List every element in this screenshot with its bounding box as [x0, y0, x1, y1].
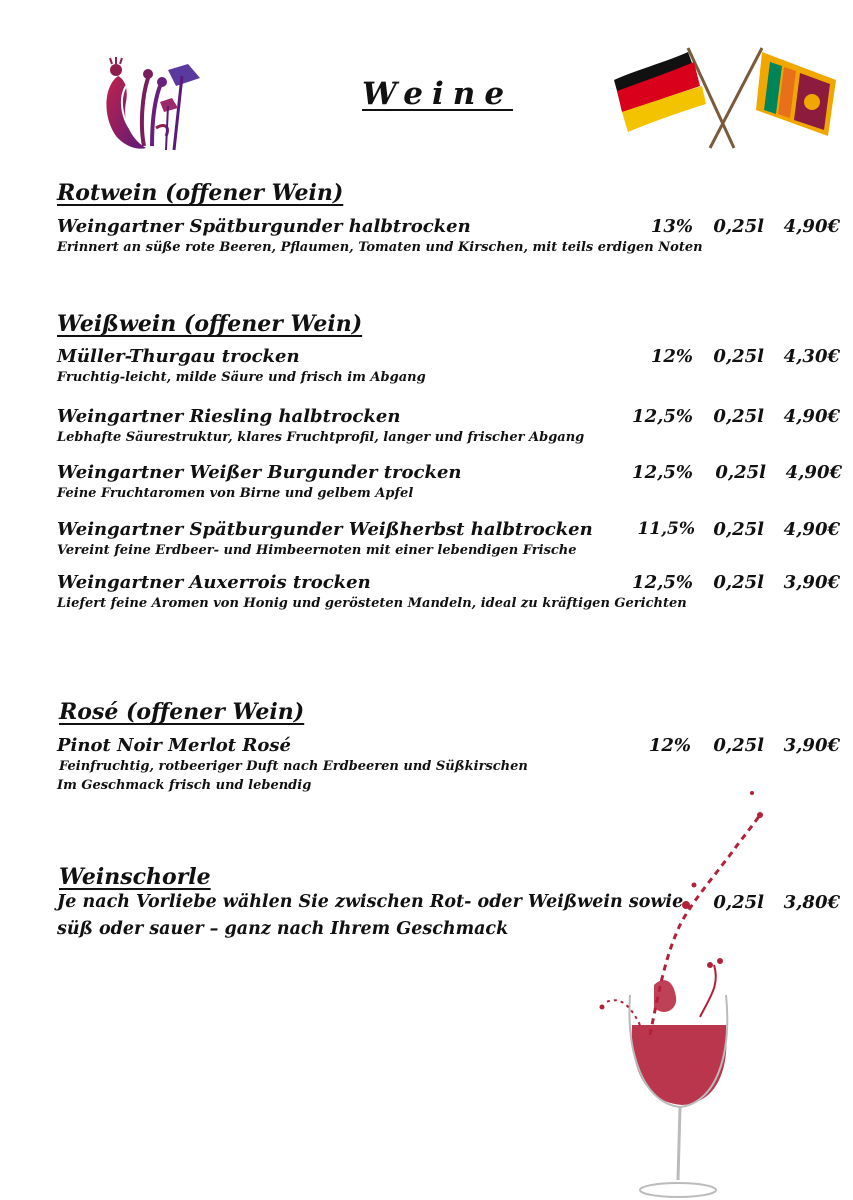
wine-price: 4,90€: [783, 519, 840, 540]
wine-description: Feine Fruchtaromen von Birne und gelbem Apfel: [57, 486, 414, 501]
schorle-description-line-1: Je nach Vorliebe wählen Sie zwischen Rot- oder Weißwein sowie: [57, 892, 684, 912]
wine-volume: 0,25l: [713, 216, 764, 237]
wine-description: Liefert feine Aromen von Honig und gerösteten Mandeln, ideal zu kräftigen Gerichten: [57, 596, 687, 611]
wine-volume: 0,25l: [713, 572, 764, 593]
wine-description: Vereint feine Erdbeer- und Himbeernoten mit einer lebendigen Frische: [57, 543, 577, 558]
page-title: Weine: [362, 76, 514, 112]
wine-description: Feinfruchtig, rotbeeriger Duft nach Erdbeeren und Süßkirschen: [59, 759, 528, 774]
wine-price: 3,90€: [783, 572, 840, 593]
red-wine-glass-splash-icon: [590, 785, 780, 1200]
wine-name: Weingartner Weißer Burgunder trocken: [57, 462, 462, 483]
wine-name: Müller-Thurgau trocken: [57, 346, 300, 367]
wine-price: 3,90€: [783, 735, 840, 756]
wine-name: Weingartner Riesling halbtrocken: [57, 406, 401, 427]
wine-name: Weingartner Spätburgunder halbtrocken: [57, 216, 471, 237]
wine-abv: 11,5%: [637, 519, 695, 539]
wine-abv: 12,5%: [632, 462, 693, 483]
wine-description: Lebhafte Säurestruktur, klares Fruchtprofil, langer und frischer Abgang: [57, 430, 585, 445]
wine-price: 4,30€: [783, 346, 840, 367]
wine-abv: 12%: [648, 735, 691, 756]
wine-volume: 0,25l: [713, 519, 764, 540]
wine-price: 4,90€: [785, 462, 842, 483]
schorle-description-line-2: süß oder sauer – ganz nach Ihrem Geschmack: [57, 919, 509, 939]
wine-volume: 0,25l: [713, 346, 764, 367]
wine-abv: 12,5%: [632, 572, 693, 593]
schorle-price: 3,80€: [783, 892, 840, 913]
wine-description: Erinnert an süße rote Beeren, Pflaumen, Tomaten und Kirschen, mit teils erdigen Noten: [57, 240, 703, 255]
crossed-flags-germany-sri-lanka-icon: [606, 40, 842, 156]
wine-name: Pinot Noir Merlot Rosé: [57, 735, 291, 756]
wine-price: 4,90€: [783, 216, 840, 237]
section-title-rotwein: Rotwein (offener Wein): [57, 180, 344, 206]
peacock-umbrella-logo-icon: [96, 56, 206, 156]
wine-description-2: Im Geschmack frisch und lebendig: [57, 778, 312, 793]
wine-volume: 0,25l: [713, 735, 764, 756]
section-title-weisswein: Weißwein (offener Wein): [57, 311, 363, 337]
section-title-rose: Rosé (offener Wein): [59, 699, 305, 725]
schorle-volume: 0,25l: [713, 892, 764, 913]
section-title-weinschorle: Weinschorle: [59, 864, 211, 890]
wine-name: Weingartner Spätburgunder Weißherbst halbtrocken: [57, 519, 593, 540]
wine-description: Fruchtig-leicht, milde Säure und frisch im Abgang: [57, 370, 426, 385]
wine-abv: 12%: [650, 346, 693, 367]
wine-abv: 12,5%: [632, 406, 693, 427]
wine-abv: 13%: [650, 216, 693, 237]
wine-volume: 0,25l: [715, 462, 766, 483]
wine-price: 4,90€: [783, 406, 840, 427]
wine-name: Weingartner Auxerrois trocken: [57, 572, 371, 593]
wine-volume: 0,25l: [713, 406, 764, 427]
